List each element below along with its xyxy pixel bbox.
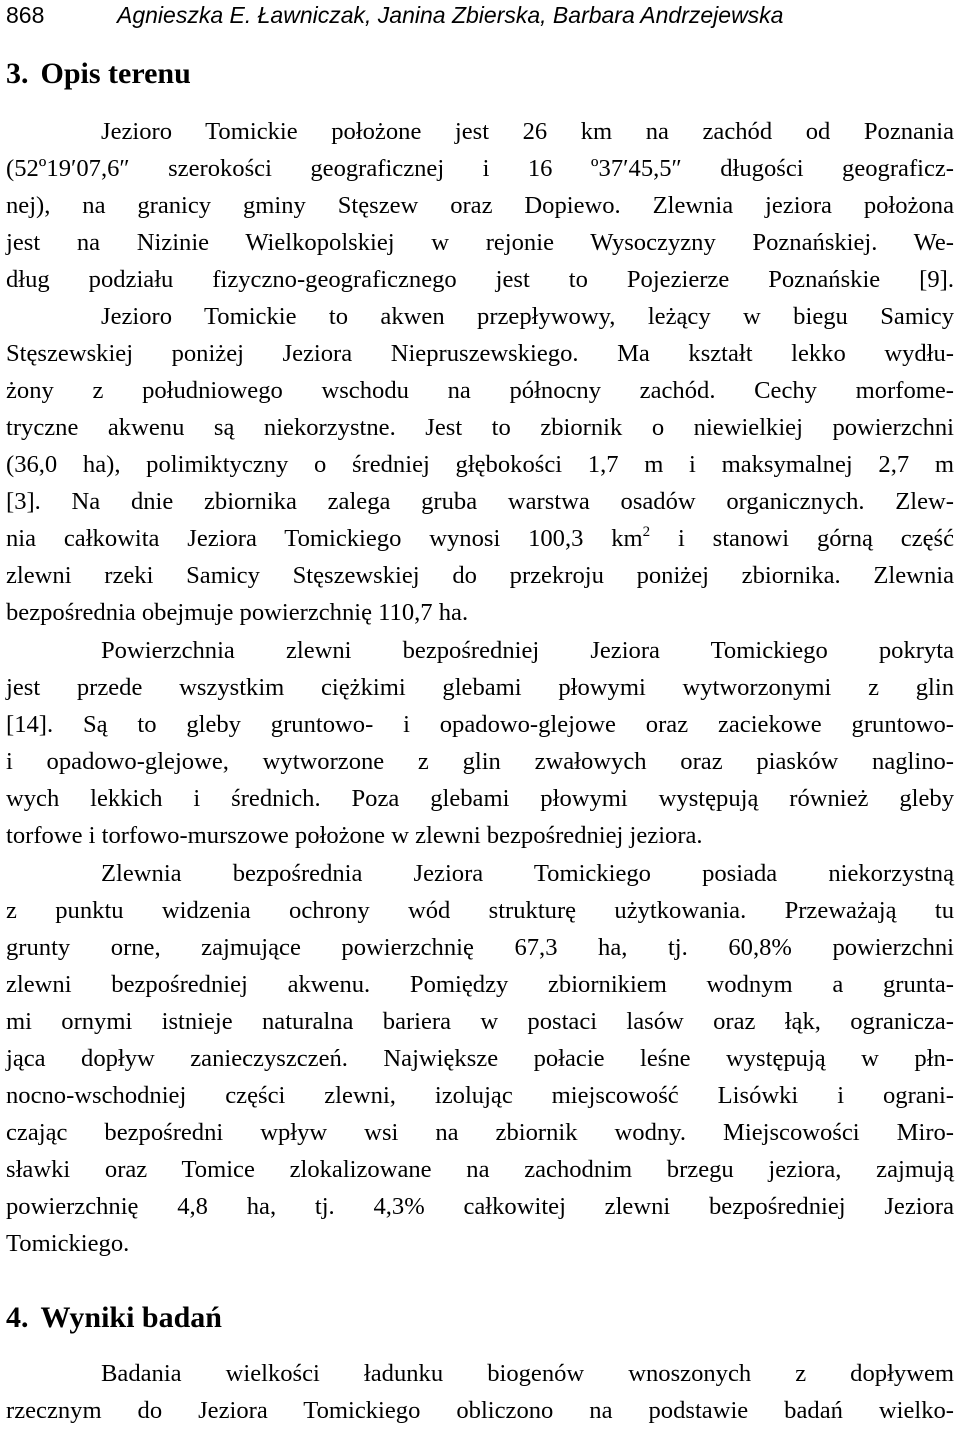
- text-line: rzecznym do Jeziora Tomickiego obliczono na podstawie badań wielko-: [6, 1397, 954, 1424]
- text-line: nej), na granicy gminy Stęszew oraz Dopiewo. Zlewnia jeziora położona: [6, 192, 954, 219]
- text-line: [3]. Na dnie zbiornika zalega gruba warstwa osadów organicznych. Zlew-: [6, 488, 954, 515]
- text-line: Badania wielkości ładunku biogenów wnoszonych z dopływem: [101, 1360, 954, 1387]
- text-line: zlewni bezpośredniej akwenu. Pomiędzy zbiornikiem wodnym a grunta-: [6, 971, 954, 998]
- text-line: grunty orne, zajmujące powierzchnię 67,3 ha, tj. 60,8% powierzchni: [6, 934, 954, 961]
- text-line: torfowe i torfowo-murszowe położone w zlewni bezpośredniej jeziora.: [6, 822, 703, 849]
- text-line: jest na Nizinie Wielkopolskiej w rejonie Wysoczyzny Poznańskiej. We-: [6, 229, 954, 256]
- running-header: [6, 0, 954, 30]
- text-line: powierzchnię 4,8 ha, tj. 4,3% całkowitej zlewni bezpośredniej Jeziora: [6, 1193, 954, 1220]
- text-line: Powierzchnia zlewni bezpośredniej Jeziora Tomickiego pokryta: [101, 637, 954, 664]
- text-line: dług podziału fizyczno-geograficznego jest to Pojezierze Poznańskie [9].: [6, 266, 954, 293]
- text-line: Jezioro Tomickie to akwen przepływowy, leżący w biegu Samicy: [101, 303, 954, 330]
- section-heading-4: [6, 1300, 222, 1336]
- text-line: nocno-wschodniej części zlewni, izolując miejscowość Lisówki i ograni-: [6, 1082, 954, 1109]
- paragraph: [6, 113, 954, 631]
- text-line: (52º19′07,6″ szerokości geograficznej i 16 º37′45,5″ długości geograficz-: [6, 155, 954, 182]
- text-line: mi ornymi istnieje naturalna bariera w postaci lasów oraz łąk, ogranicza-: [6, 1008, 954, 1035]
- text-fragment: nia całkowita Jeziora Tomickiego wynosi 100,3 km: [6, 525, 643, 552]
- section-title: Opis terenu: [40, 57, 191, 90]
- text-line: zlewni rzeki Samicy Stęszewskiej do przekroju poniżej zbiornika. Zlewnia: [6, 562, 954, 589]
- text-line: Zlewnia bezpośrednia Jeziora Tomickiego posiada niekorzystną: [101, 860, 954, 887]
- text-line: (36,0 ha), polimiktyczny o średniej głębokości 1,7 m i maksymalnej 2,7 m: [6, 451, 954, 478]
- text-line: czając bezpośredni wpływ wsi na zbiornik wodny. Miejscowości Miro-: [6, 1119, 954, 1146]
- text-line: jąca dopływ zanieczyszczeń. Największe połacie leśne występują w płn-: [6, 1045, 954, 1072]
- text-fragment: i stanowi górną część: [650, 525, 954, 552]
- text-line: jest przede wszystkim ciężkimi glebami płowymi wytworzonymi z glin: [6, 674, 954, 701]
- paragraph: [6, 632, 954, 854]
- text-line: Stęszewskiej poniżej Jeziora Niepruszewskiego. Ma kształt lekko wydłu-: [6, 340, 954, 367]
- text-line: Jezioro Tomickie położone jest 26 km na zachód od Poznania: [101, 118, 954, 145]
- running-header-authors: Agnieszka E. Ławniczak, Janina Zbierska, Barbara Andrzejewska: [117, 2, 784, 28]
- text-line: żony z południowego wschodu na północny zachód. Cechy morfome-: [6, 377, 954, 404]
- text-line: [6, 520, 954, 557]
- text-line: [14]. Są to gleby gruntowo- i opadowo-glejowe oraz zaciekowe gruntowo-: [6, 711, 954, 738]
- text-line: tryczne akwenu są niekorzystne. Jest to zbiornik o niewielkiej powierzchni: [6, 414, 954, 441]
- section-heading-3: [6, 56, 191, 92]
- paragraph: [6, 855, 954, 1262]
- section-number: 3.: [6, 57, 29, 90]
- text-line: bezpośrednia obejmuje powierzchnię 110,7 ha.: [6, 599, 469, 626]
- superscript: 2: [642, 524, 651, 540]
- section-number: 4.: [6, 1301, 29, 1334]
- text-line: i opadowo-glejowe, wytworzone z glin zwałowych oraz piasków naglino-: [6, 748, 954, 775]
- text-line: z punktu widzenia ochrony wód strukturę użytkowania. Przeważają tu: [6, 897, 954, 924]
- page-number: 868: [6, 2, 45, 28]
- paragraph: [6, 1355, 954, 1429]
- text-line: Tomickiego.: [6, 1230, 130, 1257]
- text-line: wych lekkich i średnich. Poza glebami płowymi występują również gleby: [6, 785, 954, 812]
- text-line: sławki oraz Tomice zlokalizowane na zachodnim brzegu jeziora, zajmują: [6, 1156, 954, 1183]
- section-title: Wyniki badań: [40, 1301, 222, 1334]
